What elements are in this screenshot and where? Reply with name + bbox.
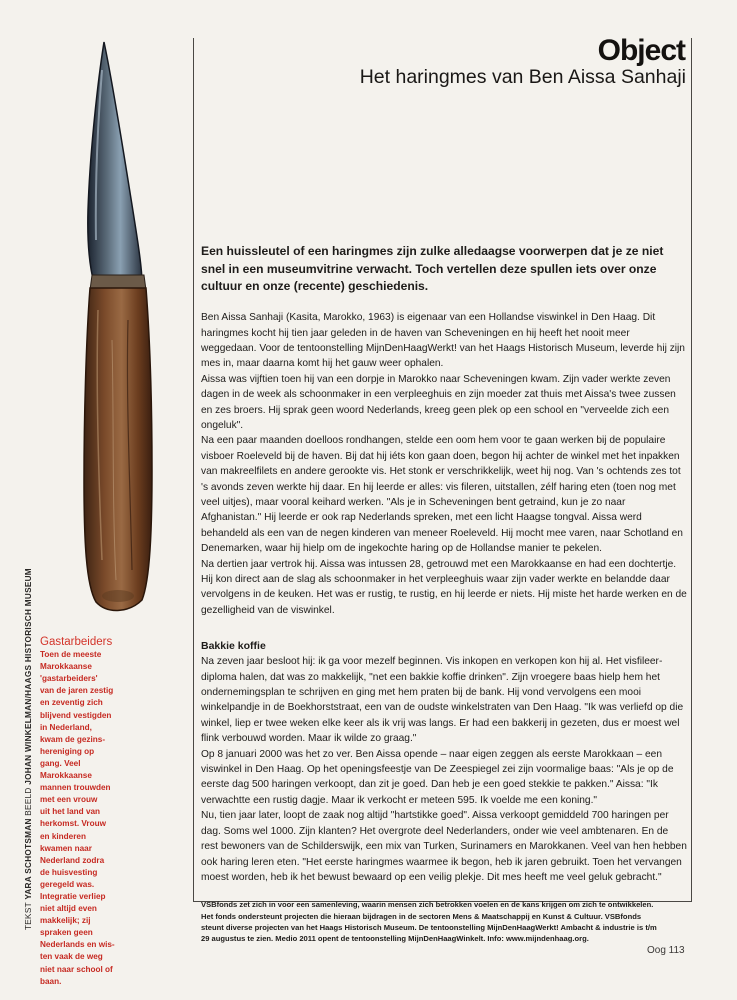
sidebar-line: en zeventig zich — [40, 698, 103, 708]
sidebar-line: Marokkaanse — [40, 771, 92, 781]
article-paragraph: Na een paar maanden doelloos rondhangen, stelde een oom hem voor te gaan werken bij de populaire visboer Roeleveld bij de haven. Bij dat hij iéts kon gaan doen, begon hij achter de winkel met het inpakken van makreelfilets en andere gerookte vis. Het stonk er verschrikkelijk, weet hij nog. Van 's ochtends zes tot 's avonds zeven werkte hij daar. En hij leerde er alles: vis fileren, uitstallen, zélf haring eten (toen nog met veel uitjes), maar vooral keihard werken. "Als je in Scheveningen bent getraind, kun je zo naar Afghanistan." Hij leerde er ook rap Nederlands spreken, met een licht Haagse tongval. Aissa werd behandeld als een van de negen kinderen van meneer Roeleveld. Hij mocht mee varen, naar Schotland en Denemarken, waar hij hielp om de ingekochte haring op de Hollandse manier te pekelen. — [201, 435, 683, 555]
sidebar-line: makkelijk; zij — [40, 916, 91, 926]
sidebar-line: uit het land van — [40, 807, 101, 817]
sidebar-line: niet altijd even — [40, 904, 97, 914]
sidebar-line: Marokkaanse — [40, 662, 92, 672]
credit-tekst-name: YARA SCHOTSMAN — [24, 818, 33, 900]
section-label: Object — [597, 34, 685, 67]
sidebar-line: blijvend vestigden — [40, 710, 112, 720]
sidebar-text — [40, 649, 192, 988]
sidebar-line: kwam de gezins- — [40, 734, 106, 744]
sidebar-line: met een vrouw — [40, 795, 98, 805]
sidebar-line: kwamen naar — [40, 843, 92, 853]
article-body — [201, 243, 687, 945]
sidebar-line: Integratie verliep — [40, 891, 106, 901]
sidebar-line: Nederland zodra — [40, 855, 105, 865]
sponsor-credit — [201, 899, 687, 944]
article-paragraph: Aissa was vijftien toen hij van een dorpje in Marokko naar Scheveningen kwam. Zijn vader werkte zeven dagen in de week als schoonmaker in een verpleeghuis en zijn moeder zat thuis met Aissa's twee zussen en zes broers. Hij sprak geen woord Nederlands, kreeg geen plek op een school en "verveelde zich een ongeluk". — [201, 373, 676, 431]
credit-line: Het fonds ondersteunt projecten die hieraan bijdragen in de sectoren Mens & Maatschappij en Kunst & Cultuur. VSBfonds — [201, 911, 642, 921]
sidebar-title: Gastarbeiders — [40, 636, 113, 648]
credit-beeld-name: JOHAN WINKELMAN/HAAGS HISTORISCH MUSEUM — [24, 568, 33, 785]
article-paragraph: Na zeven jaar besloot hij: ik ga voor mezelf beginnen. Vis inkopen en verkopen kon hij al. Het visfileer-diploma halen, dat was zo makkelijk, "net een bakkie koffie drinken". Zijn vroegere baas hielp hem het ondernemingsplan te schrijven en ging met hem praten bij de bank. Hij vond vervolgens een mooi winkelpandje in de Boekhorststraat, een van de oudste winkelstraten van Den Haag. "Ik was verliefd op die winkel, liep er twee weken elke keer als ik vrij was langs. Er had een bakkerij in gezeten, dus er moest wel flink verbouwd worden. Maar ik wilde zo graag." — [201, 656, 684, 745]
article-title: Het haringmes van Ben Aissa Sanhaji — [359, 66, 686, 88]
article-paragraph: Op 8 januari 2000 was het zo ver. Ben Aissa opende – naar eigen zeggen als eerste Marokkaan – een viswinkel in Den Haag. Op het openingsfeestje van De Zeespiegel zei zijn voormalige baas: "Als je op de eerste dag 500 haringen verkoopt, dan zit je goed. Dan heb je een goed stekkie te pakken." Aissa: "Ik verwachtte een rustig dagje. Maar ik verkocht er meteen 595. Ik voelde me een koning." — [201, 748, 674, 806]
sidebar-line: Nederlands en wis- — [40, 940, 115, 950]
sidebar-line: mannen trouwden — [40, 783, 111, 793]
sidebar-line: van de jaren zestig — [40, 686, 114, 696]
sidebar-line: en kinderen — [40, 831, 86, 841]
article-subheading: Bakkie koffie — [201, 640, 266, 653]
credit-line: steunt diverse projecten van het Haags Historisch Museum. De tentoonstelling MijnDenHaagWerkt! Ambacht & industrie is t/m — [201, 922, 657, 932]
sidebar-box — [40, 636, 192, 988]
article-intro: Een huissleutel of een haringmes zijn zulke alledaagse voorwerpen dat je ze niet snel in een museumvitrine verwacht. Toch vertellen deze spullen iets over onze cultuur en onze (recente) geschiedenis. — [201, 244, 664, 294]
article-paragraph: Nu, tien jaar later, loopt de zaak nog altijd "hartstikke goed". Aissa verkoopt gemiddeld 700 haringen per dag. Soms wel 1000. Zijn klanten? Het overgrote deel Nederlanders, onder wie veel ambtenaren. En de rest bewoners van de Schilderswijk, een mix van Turken, Surinamers en Marokkanen. Veel van hen hebben ook haring leren eten. "Het eerste haringmes waarmee ik begon, heb ik jaren gebruikt. Toen het vervangen moest worden, heb ik het bewust bewaard op een veilig plekje. Dit mes heeft me veel geluk gebracht." — [201, 810, 687, 883]
sidebar-line: niet naar school of — [40, 964, 113, 974]
credit-line: VSBfonds zet zich in voor een samenleving, waarin mensen zich betrokken voelen en de kans krijgen om zich te ontwikkelen. — [201, 900, 654, 910]
knife-handle — [84, 288, 152, 610]
haring-knife-image — [68, 40, 178, 616]
sidebar-line: geregeld was. — [40, 879, 95, 889]
credit-beeld-label: BEELD — [24, 787, 33, 816]
photo-credit — [24, 568, 33, 930]
sidebar-line: de huisvesting — [40, 867, 98, 877]
credit-tekst-label: TEKST — [24, 902, 33, 930]
column-divider-left — [193, 38, 194, 902]
article-paragraph: Na dertien jaar vertrok hij. Aissa was intussen 28, getrouwd met een Marokkaanse en had een dochtertje. Hij kon direct aan de slag als schoonmaker in het verpleeghuis waar zijn vader werkte en belandde daar vervolgens in de keuken. Het was er rustig, te rustig, en hij leerde er niets. Hij miste het harde werken en de gezelligheid van de viswinkel. — [201, 558, 687, 616]
sidebar-line: hereniging op — [40, 746, 95, 756]
page-number: Oog 113 — [647, 945, 685, 956]
sidebar-line: gang. Veel — [40, 758, 81, 768]
sidebar-line: Toen de meeste — [40, 650, 102, 660]
sidebar-line: spraken geen — [40, 928, 93, 938]
sidebar-line: in Nederland, — [40, 722, 92, 732]
credit-line: 29 augustus te zien. Medio 2011 opent de tentoonstelling MijnDenHaagWinkelt. Info: www.mijndenhaag.org. — [201, 934, 589, 944]
column-divider-right — [691, 38, 692, 902]
article-paragraph: Ben Aissa Sanhaji (Kasita, Marokko, 1963) is eigenaar van een Hollandse viswinkel in Den Haag. Dit haringmes kocht hij tien jaar geleden in de haven van Scheveningen en hij heeft het nooit meer weggedaan. Voor de tentoonstelling MijnDenHaagWerkt! van het Haags Historisch Museum, leverde hij zijn mes in, maar daarna komt hij het gauw weer ophalen. — [201, 312, 685, 370]
sidebar-line: herkomst. Vrouw — [40, 819, 106, 829]
sidebar-line: 'gastarbeiders' — [40, 674, 98, 684]
sidebar-line: ten vaak de weg — [40, 952, 103, 962]
sidebar-line: baan. — [40, 976, 62, 986]
